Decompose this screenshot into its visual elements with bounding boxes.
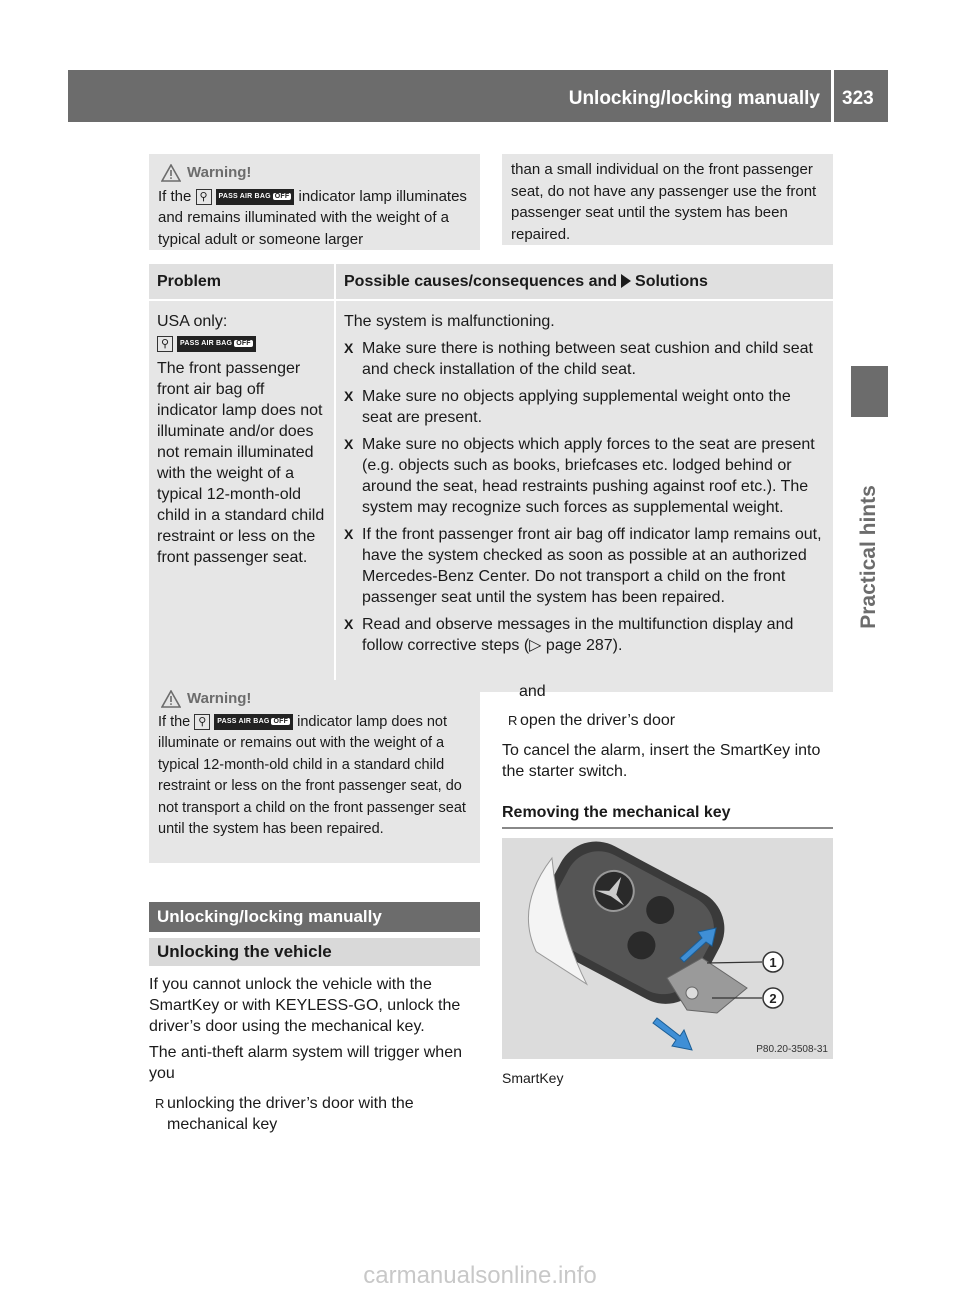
child-seat-icon: ⚲ (157, 336, 173, 352)
paragraph-unlock-intro: If you cannot unlock the vehicle with the SmartKey or with KEYLESS-GO, unlock the driver’s door using the mechanical key. (149, 976, 461, 1035)
side-tab-label: Practical hints (857, 485, 880, 629)
warning-box-top (149, 154, 480, 250)
bullet-item: R unlocking the driver’s door with the mechanical key (155, 1095, 414, 1133)
smartkey-figure (502, 838, 833, 1059)
table-header-causes: Possible causes/consequences and Solutions (335, 264, 833, 300)
warning-text: If the ⚲ PASS AIR BAG OFF indicator lamp does not illuminate or remains out with the weight of a typical 12-month-old child in a standard child restraint or less on the front passenger seat, do not transport a child on the front passenger seat until the system has been repaired. (158, 713, 466, 837)
watermark: carmanualsonline.info (363, 1262, 597, 1289)
section-title: Unlocking/locking manually (149, 902, 480, 932)
section-subtitle: Unlocking the vehicle (149, 938, 480, 966)
cause-text: The system is malfunctioning. (344, 313, 555, 330)
solution-item: X Make sure there is nothing between seat cushion and child seat and check installation of the child seat. (344, 340, 813, 378)
and-text: and (519, 683, 546, 700)
child-seat-icon: ⚲ (196, 189, 212, 205)
warning-box-bottom (149, 680, 480, 863)
callout-2: 2 (769, 991, 777, 1006)
warning-title: Warning! (161, 162, 472, 184)
page-number: 323 (842, 88, 874, 109)
warning-box-top-continued (502, 154, 833, 245)
warning-text-continued: than a small individual on the front passenger seat, do not have any passenger use the front passenger seat until the system has been repaired. (511, 161, 817, 243)
header-separator (831, 70, 834, 122)
airbag-off-lamp-icon (194, 714, 293, 730)
warning-triangle-icon (161, 164, 181, 182)
side-tab-marker (851, 366, 888, 417)
figure-caption: SmartKey (502, 1070, 564, 1086)
airbag-off-lamp-icon (157, 336, 256, 352)
solution-item: X Make sure no objects which apply forces to the seat are present (e.g. objects such as books, briefcases etc. lodged behind or around the seat, head restraints pushing against roof etc.). The system may recognize such forces as supplemental weight. (344, 436, 815, 516)
bullet-item: R open the driver’s door (508, 712, 676, 729)
subheading-remove-key: Removing the mechanical key (502, 804, 833, 829)
airbag-off-lamp-icon (196, 189, 295, 205)
pass-air-bag-off-icon: PASS AIR BAG OFF (216, 189, 295, 205)
table-header-row (149, 264, 833, 300)
solution-item: X If the front passenger front air bag off indicator lamp remains out, have the system checked as soon as possible at an authorized Mercedes-Benz Center. Do not transport a child on the front passenger seat until the system has been repaired. (344, 526, 822, 606)
warning-title: Warning! (161, 688, 472, 710)
figure-code: P80.20-3508-31 (756, 1044, 828, 1055)
problem-region: USA only: (157, 313, 228, 330)
table-header-problem: Problem (149, 264, 335, 300)
page-title: Unlocking/locking manually (568, 88, 820, 109)
table-row (149, 300, 833, 692)
pass-air-bag-off-icon: PASS AIR BAG OFF (214, 714, 293, 730)
troubleshooting-table (149, 264, 833, 692)
paragraph-cancel-alarm: To cancel the alarm, insert the SmartKey into the starter switch. (502, 742, 821, 780)
smartkey-illustration (502, 838, 833, 1059)
warning-text: If the ⚲ PASS AIR BAG OFF indicator lamp illuminates and remains illuminated with the weight of a typical adult or someone larger (158, 187, 467, 248)
child-seat-icon: ⚲ (194, 714, 210, 730)
solution-item: X Make sure no objects applying supplemental weight onto the seat are present. (344, 388, 791, 426)
solution-item: X Read and observe messages in the multifunction display and follow corrective steps (▷ page 287). (344, 616, 794, 654)
pass-air-bag-off-icon: PASS AIR BAG OFF (177, 336, 256, 352)
problem-cell (149, 300, 335, 692)
callout-1: 1 (769, 955, 777, 970)
solutions-cell (335, 300, 833, 692)
paragraph-alarm: The anti-theft alarm system will trigger when you (149, 1044, 462, 1082)
arrow-right-icon (621, 274, 631, 288)
problem-description: The front passenger front air bag off indicator lamp does not illuminate and/or does not remain illuminated with the weight of a typical 12-month-old child in a standard child restraint or less on the front passenger seat. (157, 360, 325, 566)
warning-triangle-icon (161, 690, 181, 708)
